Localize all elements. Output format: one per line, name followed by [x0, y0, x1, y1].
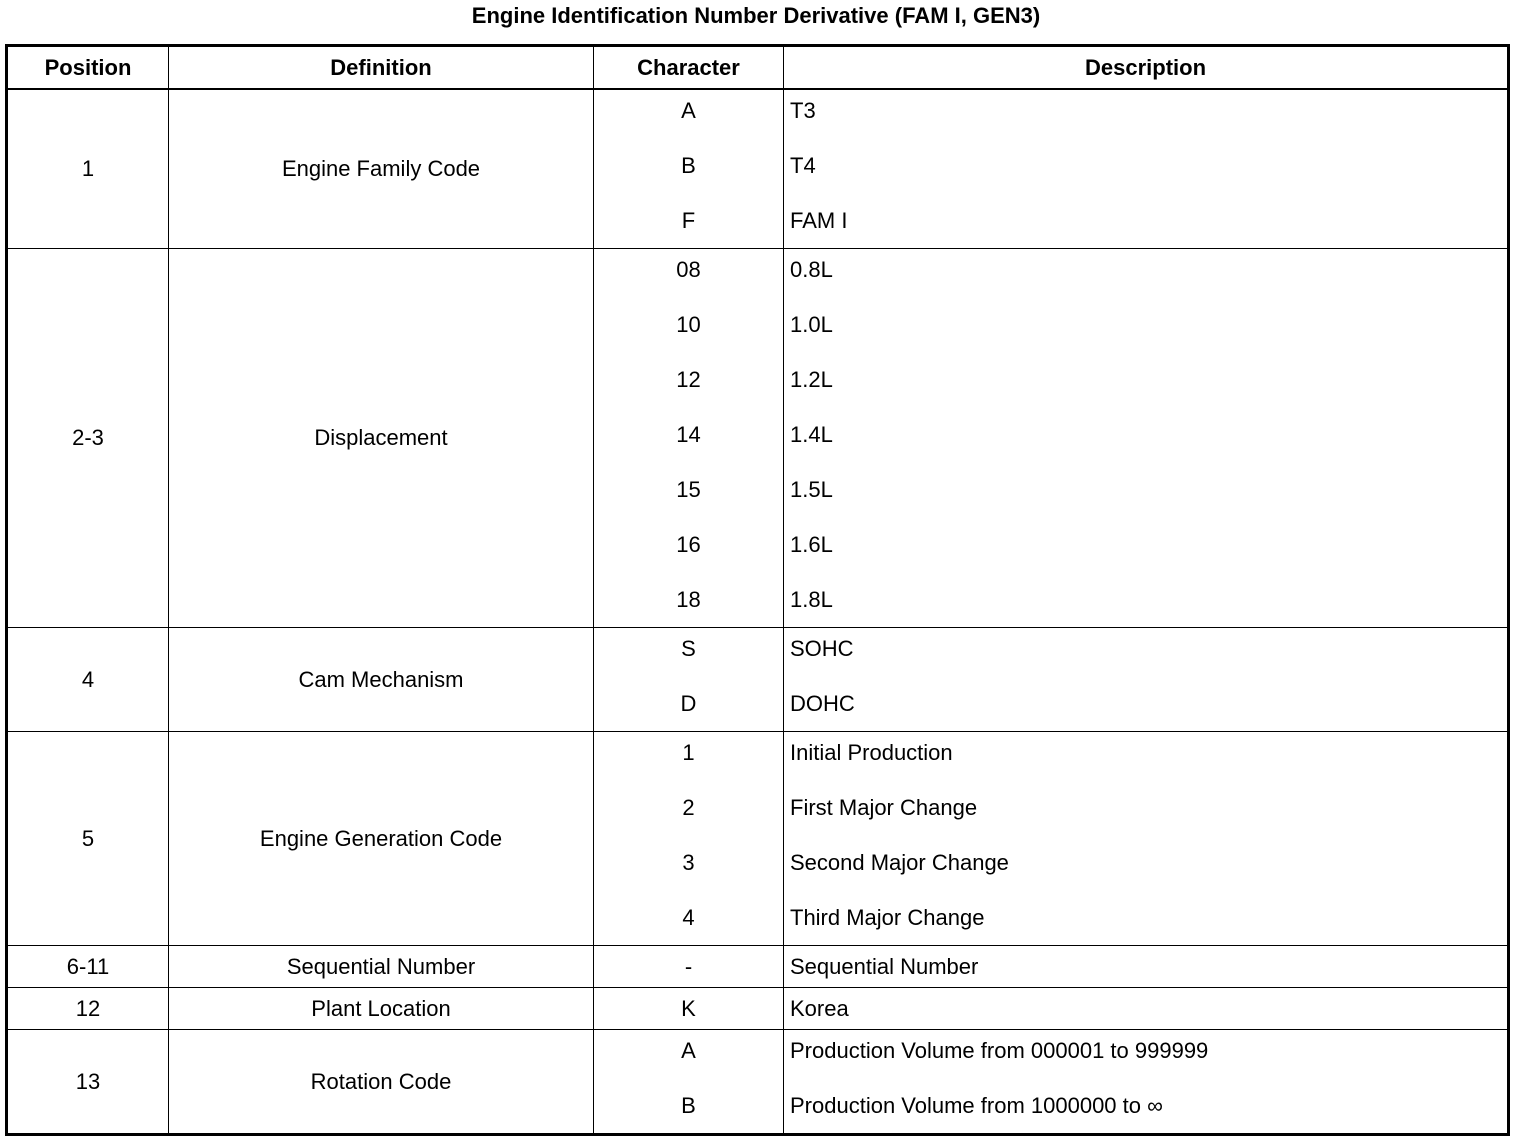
description-value: Initial Production: [790, 740, 953, 765]
character-value: F: [681, 208, 696, 233]
description-value: 1.4L: [790, 422, 833, 447]
description-value: Production Volume from 1000000 to ∞: [790, 1093, 1163, 1118]
description-value: DOHC: [790, 691, 855, 716]
character-value: 3: [682, 850, 695, 875]
character-value: 08: [676, 257, 701, 282]
character-value: D: [680, 691, 697, 716]
table-body: [7, 89, 1509, 1135]
position-cell: 2-3: [7, 249, 169, 628]
character-value: B: [681, 153, 696, 178]
description-cell: Sequential Number: [784, 946, 1509, 988]
description-value: Production Volume from 000001 to 999999: [790, 1038, 1209, 1063]
character-value: 18: [676, 587, 701, 612]
header-character: Character: [594, 46, 784, 90]
position-cell: 5: [7, 732, 169, 946]
character-value: B: [681, 1093, 696, 1118]
definition-cell: Engine Family Code: [169, 89, 594, 249]
character-value: 16: [676, 532, 701, 557]
definition-cell: Displacement: [169, 249, 594, 628]
definition-cell: Plant Location: [169, 988, 594, 1030]
character-cell: K: [594, 988, 784, 1030]
position-cell: 6-11: [7, 946, 169, 988]
table-title: Engine Identification Number Derivative (FAM I, GEN3): [471, 3, 1041, 28]
description-cell: Korea: [784, 988, 1509, 1030]
character-cell: -: [594, 946, 784, 988]
table-row: [7, 249, 1509, 628]
position-cell: 1: [7, 89, 169, 249]
description-value: 1.2L: [790, 367, 833, 392]
description-value: T4: [790, 153, 816, 178]
description-value: T3: [790, 98, 816, 123]
description-value: 1.6L: [790, 532, 833, 557]
description-value: FAM I: [790, 208, 848, 233]
character-value: 1: [682, 740, 695, 765]
position-cell: 12: [7, 988, 169, 1030]
character-value: 14: [676, 422, 701, 447]
description-value: 1.5L: [790, 477, 833, 502]
description-value: Second Major Change: [790, 850, 1009, 875]
table-row: [7, 89, 1509, 249]
character-cell: [594, 249, 784, 628]
character-cell: [594, 1030, 784, 1135]
definition-cell: Rotation Code: [169, 1030, 594, 1135]
definition-cell: Sequential Number: [169, 946, 594, 988]
character-cell: [594, 628, 784, 732]
character-value: 12: [676, 367, 701, 392]
character-value: 15: [676, 477, 701, 502]
description-value: SOHC: [790, 636, 854, 661]
description-cell: [784, 249, 1509, 628]
description-value: 1.0L: [790, 312, 833, 337]
character-value: 4: [682, 905, 695, 930]
table-row: [7, 732, 1509, 946]
description-value: 1.8L: [790, 587, 833, 612]
header-position: Position: [7, 46, 169, 90]
description-cell: [784, 628, 1509, 732]
character-value: 10: [676, 312, 701, 337]
description-cell: [784, 89, 1509, 249]
definition-cell: Engine Generation Code: [169, 732, 594, 946]
character-value: A: [681, 1038, 696, 1063]
definition-cell: Cam Mechanism: [169, 628, 594, 732]
character-value: S: [681, 636, 696, 661]
header-definition: Definition: [169, 46, 594, 90]
table-row: [7, 946, 1509, 988]
description-value: Third Major Change: [790, 905, 985, 930]
description-value: 0.8L: [790, 257, 833, 282]
table-row: [7, 628, 1509, 732]
character-cell: [594, 89, 784, 249]
description-cell: [784, 732, 1509, 946]
character-value: 2: [682, 795, 695, 820]
position-cell: 4: [7, 628, 169, 732]
table-row: [7, 1030, 1509, 1135]
position-cell: 13: [7, 1030, 169, 1135]
engine-id-table: [5, 44, 1510, 1136]
header-description: Description: [784, 46, 1509, 90]
description-value: First Major Change: [790, 795, 978, 820]
description-cell: [784, 1030, 1509, 1135]
character-cell: [594, 732, 784, 946]
character-value: A: [681, 98, 696, 123]
